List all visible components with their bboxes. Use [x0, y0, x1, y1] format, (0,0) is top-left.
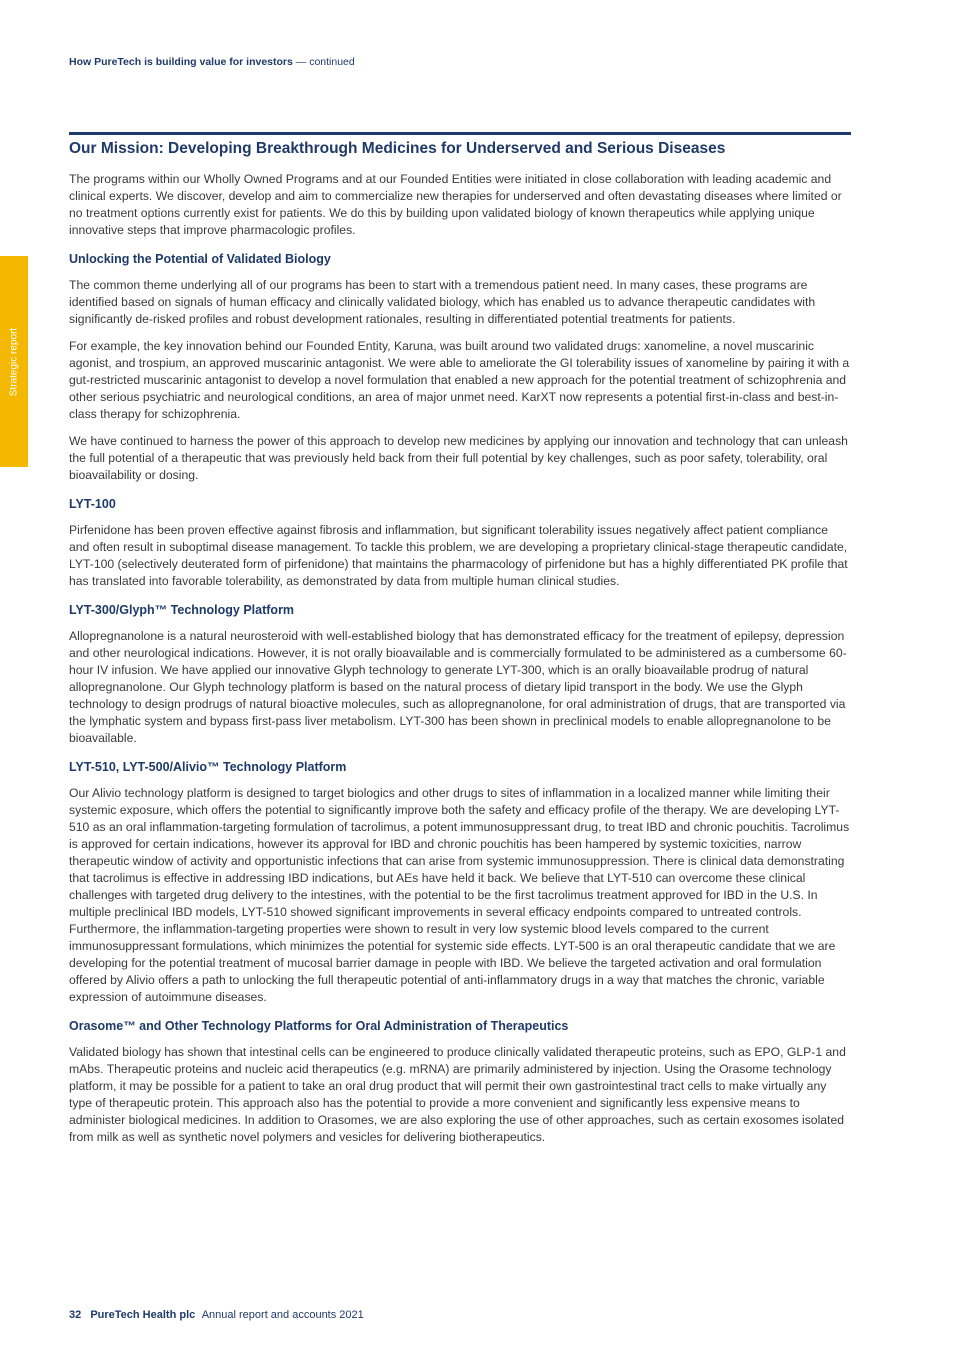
paragraph: Validated biology has shown that intestinal cells can be engineered to produce clinically validated therapeutic proteins, such as EPO, GLP-1 and mAbs. Therapeutic proteins and nucleic acid therapeutics (e.g. mRNA) are primarily administered by injection. Using the Orasome technology platform, it may be possible for a patient to take an oral drug product that will permit their own gastrointestinal tract cells to make virtually any type of therapeutic protein. This approach also has the potential to provide a more convenient and significantly less expensive means to administer biological medicines. In addition to Orasomes, we are also exploring the use of other approaches, such as certain exosomes isolated from milk as well as synthetic novel polymers and vesicles for delivering biotherapeutics.: [69, 1045, 846, 1144]
main-content: [69, 140, 851, 1156]
page-number: 32: [69, 1309, 82, 1321]
section-heading-lyt-100: LYT-100: [69, 497, 116, 511]
paragraph: Our Alivio technology platform is designed to target biologics and other drugs to sites of inflammation in a localized manner while limiting their systemic exposure, which offers the potential to significantly improve both the safety and efficacy profile of the therapy. We are developing LYT-510 as an oral inflammation-targeting formulation of tacrolimus, a potent immunosuppressant drug, to treat IBD and chronic pouchitis. Tacrolimus is approved for certain indications, however its approval for IBD and chronic pouchitis has been hampered by systemic toxicities, narrow therapeutic window of activity and opportunistic infections that can arise from systemic immunosuppression. There is clinical data demonstrating that tacrolimus is effective in addressing IBD indications, but AEs have held it back. We believe that LYT-510 can overcome these clinical challenges with targeted drug delivery to the intestines, with the potential to be the first tacrolimus treatment approved for IBD in the U.S. In multiple preclinical IBD models, LYT-510 showed significant improvements in several efficacy endpoints compared to untreated controls. Furthermore, the inflammation-targeting properties were shown to result in very low systemic blood levels compared to the current immunosuppressant formulations, which minimizes the potential for systemic side effects. LYT-500 is an oral therapeutic candidate that we are developing for the potential treatment of mucosal barrier damage in people with IBD. We believe the targeted activation and oral formulation offered by Alivio offers a path to unlocking the full therapeutic potential of anti-inflammatory drugs in a way that matches the chronic, variable expression of autoimmune diseases.: [69, 786, 850, 1004]
side-tab: [0, 256, 28, 467]
running-header: [69, 56, 355, 68]
paragraph: We have continued to harness the power of this approach to develop new medicines by applying our innovation and technology that can unleash the full potential of a therapeutic that was previously held back from their full potential by key challenges, such as poor safety, tolerability, oral bioavailability or dosing.: [69, 434, 848, 482]
running-header-continued: — continued: [295, 56, 355, 68]
paragraph: Allopregnanolone is a natural neurosteroid with well-established biology that has demonstrated efficacy for the treatment of epilepsy, depression and other neurological indications. However, it is not orally bioavailable and is commercially formulated to be administered as a cumbersome 60-hour IV infusion. We have applied our innovative Glyph technology to generate LYT-300, which is an orally bioavailable prodrug of natural allopregnanolone. Our Glyph technology platform is based on the natural process of dietary lipid transport in the body. We use the Glyph technology to design prodrugs of natural bioactive molecules, such as allopregnanolone, for oral administration of drugs, that are transported via the lymphatic system and bypass first-pass liver metabolism. LYT-300 has been shown in preclinical models to enable allopregnanolone to be bioavailable.: [69, 629, 847, 745]
footer-document: Annual report and accounts 2021: [201, 1309, 364, 1321]
intro-paragraph: The programs within our Wholly Owned Programs and at our Founded Entities were initiated in close collaboration with leading academic and clinical experts. We discover, develop and aim to commercialize new therapies for underserved and often devastating diseases where limited or no treatment options currently exist for patients. We do this by building upon validated biology of known therapeutics while applying unique innovative steps that improve pharmacologic profiles.: [69, 172, 842, 237]
side-tab-label: Strategic report: [8, 327, 20, 396]
footer-company: PureTech Health plc: [90, 1309, 196, 1321]
section-heading-lyt-300: LYT-300/Glyph™ Technology Platform: [69, 603, 295, 617]
page-title: Our Mission: Developing Breakthrough Medicines for Underserved and Serious Diseases: [69, 140, 726, 157]
paragraph: Pirfenidone has been proven effective against fibrosis and inflammation, but significant tolerability issues negatively affect patient compliance and often result in suboptimal disease management. To tackle this problem, we are developing a proprietary clinical-stage therapeutic candidate, LYT-100 (selectively deuterated form of pirfenidone) that maintains the pharmacology of pirfenidone but has a highly differentiated PK profile that has translated into favorable tolerability, as demonstrated by data from multiple human clinical studies.: [69, 523, 848, 588]
paragraph: The common theme underlying all of our programs has been to start with a tremendous patient need. In many cases, these programs are identified based on signals of human efficacy and clinically validated biology, which has enabled us to advance therapeutic candidates with significantly de-risked profiles and robust development rationales, resulting in differentiated potential treatments for patients.: [69, 278, 816, 326]
section-heading-validated-biology: Unlocking the Potential of Validated Biology: [69, 252, 331, 266]
page-footer: [69, 1309, 364, 1321]
section-heading-lyt-510: LYT-510, LYT-500/Alivio™ Technology Platform: [69, 760, 347, 774]
paragraph: For example, the key innovation behind our Founded Entity, Karuna, was built around two validated drugs: xanomeline, a novel muscarinic agonist, and trospium, an approved muscarinic antagonist. We were able to ameliorate the GI tolerability issues of xanomeline by pairing it with a gut-restricted muscarinic antagonist to develop a novel formulation that enabled a new approach for the potential treatment of schizophrenia and other serious psychiatric and neurological conditions, an area of major unmet need. KarXT now represents a potential first-in-class and best-in-class therapy for schizophrenia.: [69, 339, 850, 421]
section-rule: [69, 132, 851, 135]
section-heading-orasome: Orasome™ and Other Technology Platforms for Oral Administration of Therapeutics: [69, 1019, 569, 1033]
running-header-title: How PureTech is building value for investors: [69, 56, 293, 68]
